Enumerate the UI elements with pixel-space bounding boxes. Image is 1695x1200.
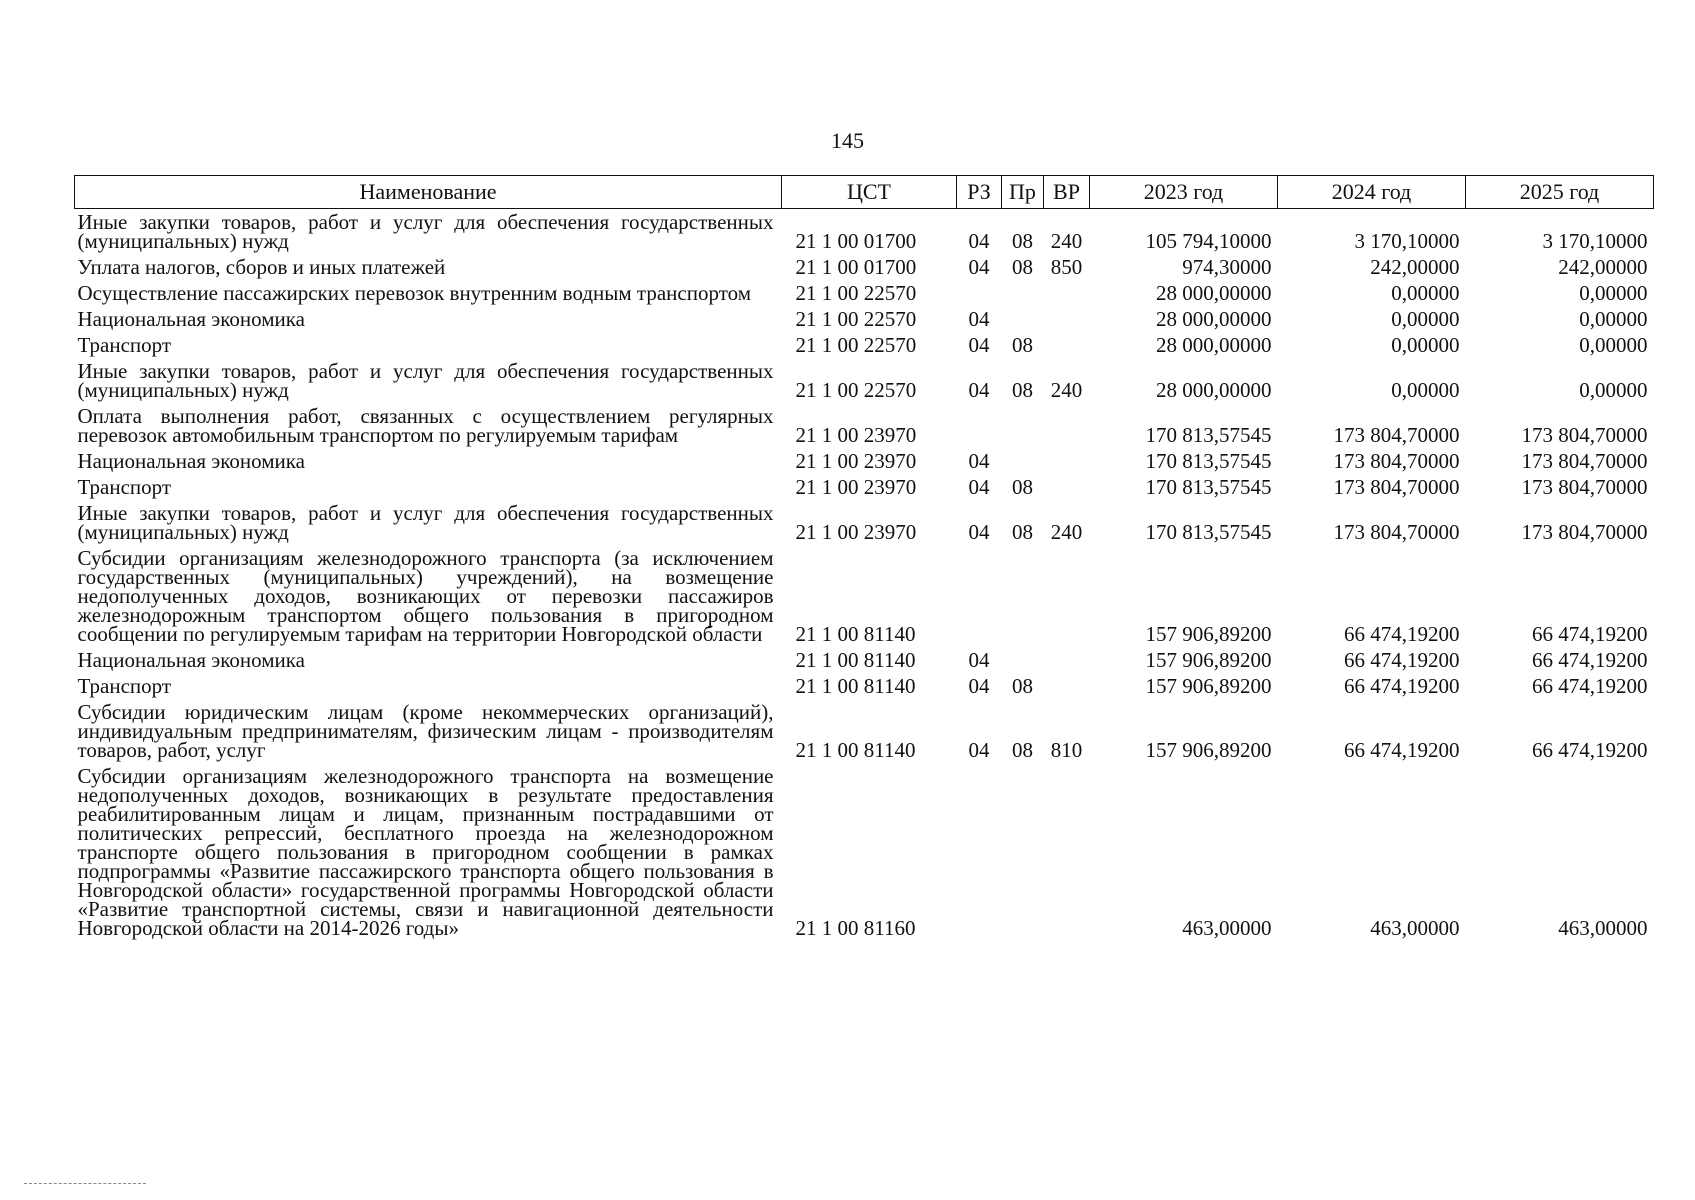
cell-y2023: 974,30000 (1182, 255, 1272, 279)
table-row (75, 763, 1654, 941)
cell-name: Национальная экономика (77, 307, 305, 331)
cell-y2023: 157 906,89200 (1145, 622, 1272, 646)
cell-vr (1044, 280, 1090, 306)
cell-y2024: 0,00000 (1391, 281, 1460, 305)
cell-vr (1044, 474, 1090, 500)
cell-vr (1044, 545, 1090, 647)
table-row (75, 500, 1654, 545)
table-header (75, 176, 1654, 209)
cell-name: Транспорт (77, 674, 172, 698)
cell-vr (1044, 332, 1090, 358)
cell-cst: 21 1 00 22570 (795, 333, 917, 357)
cell-y2024: 0,00000 (1391, 307, 1460, 331)
cell-name: Национальная экономика (77, 449, 305, 473)
cell-cst: 21 1 00 22570 (795, 378, 917, 402)
header-pr: Пр (1002, 176, 1044, 209)
table-row (75, 403, 1654, 448)
table-row (75, 358, 1654, 403)
cell-pr: 08 (1012, 738, 1033, 762)
cell-vr (1044, 647, 1090, 673)
cell-y2024: 66 474,19200 (1344, 622, 1460, 646)
cell-y2025: 173 804,70000 (1521, 520, 1648, 544)
header-rz: РЗ (957, 176, 1002, 209)
cell-name: Субсидии организациям железнодорожного транспорта на возмещение недополученных доходов, возникающих в результате предоставления реабилитированным лицам и лицам, признанным пострадавшими от политических репрессий, бесплатного проезда на железнодорожном транспорте общего пользования в пригородном сообщении в рамках подпрограммы «Развитие пассажирского транспорта общего пользования в Новгородской области» государственной программы Новгородской области «Развитие транспортной системы, связи и навигационной деятельности Новгородской области на 2014-2026 годы» (77, 764, 774, 940)
cell-pr: 08 (1012, 333, 1033, 357)
cell-cst: 21 1 00 81140 (795, 648, 916, 672)
cell-pr (1002, 448, 1044, 474)
cell-pr (1002, 280, 1044, 306)
cell-y2023: 157 906,89200 (1145, 674, 1272, 698)
page-number: 145 (831, 128, 864, 153)
cell-y2023: 28 000,00000 (1156, 333, 1272, 357)
table-row (75, 280, 1654, 306)
cell-y2025: 0,00000 (1579, 333, 1648, 357)
header-2024: 2024 год (1278, 176, 1466, 209)
header-vr: ВР (1044, 176, 1090, 209)
cell-vr (1044, 403, 1090, 448)
cell-vr: 240 (1050, 229, 1083, 253)
cell-y2025: 3 170,10000 (1542, 229, 1648, 253)
cell-vr (1044, 763, 1090, 941)
cell-y2024: 173 804,70000 (1333, 475, 1460, 499)
cell-rz (957, 280, 1002, 306)
budget-table (74, 175, 1654, 941)
cell-y2024: 173 804,70000 (1333, 449, 1460, 473)
cell-name: Субсидии юридическим лицам (кроме некоммерческих организаций), индивидуальным предпринимателям, физическим лицам - производителям товаров, работ, услуг (77, 700, 774, 762)
cell-y2024: 0,00000 (1391, 333, 1460, 357)
cell-vr (1044, 673, 1090, 699)
cell-vr: 240 (1050, 378, 1083, 402)
footer-rule (24, 1183, 146, 1184)
cell-rz (957, 545, 1002, 647)
cell-cst: 21 1 00 22570 (795, 307, 917, 331)
cell-y2025: 66 474,19200 (1532, 648, 1648, 672)
cell-pr (1002, 403, 1044, 448)
cell-vr: 240 (1050, 520, 1083, 544)
cell-rz: 04 (968, 307, 990, 331)
cell-y2023: 170 813,57545 (1145, 449, 1272, 473)
cell-rz: 04 (968, 475, 990, 499)
header-2025: 2025 год (1466, 176, 1654, 209)
cell-rz (957, 403, 1002, 448)
cell-y2025: 463,00000 (1558, 916, 1648, 940)
cell-name: Транспорт (77, 475, 172, 499)
cell-name: Иные закупки товаров, работ и услуг для обеспечения государственных (муниципальных) нужд (77, 359, 774, 402)
table-row (75, 545, 1654, 647)
table-row (75, 474, 1654, 500)
cell-cst: 21 1 00 23970 (795, 423, 917, 447)
cell-cst: 21 1 00 01700 (795, 229, 917, 253)
cell-y2024: 3 170,10000 (1354, 229, 1460, 253)
cell-name: Транспорт (77, 333, 172, 357)
cell-pr: 08 (1012, 475, 1033, 499)
cell-cst: 21 1 00 81140 (795, 674, 916, 698)
cell-y2025: 66 474,19200 (1532, 674, 1648, 698)
table-row (75, 647, 1654, 673)
cell-y2024: 173 804,70000 (1333, 423, 1460, 447)
cell-rz: 04 (968, 229, 990, 253)
cell-y2023: 157 906,89200 (1145, 648, 1272, 672)
cell-pr: 08 (1012, 378, 1033, 402)
cell-rz: 04 (968, 255, 990, 279)
header-cst: ЦСТ (782, 176, 957, 209)
cell-vr: 810 (1050, 738, 1083, 762)
cell-y2024: 66 474,19200 (1344, 648, 1460, 672)
cell-rz: 04 (968, 648, 990, 672)
cell-cst: 21 1 00 23970 (795, 475, 917, 499)
cell-y2023: 170 813,57545 (1145, 423, 1272, 447)
cell-pr: 08 (1012, 255, 1033, 279)
cell-y2023: 157 906,89200 (1145, 738, 1272, 762)
table-row (75, 448, 1654, 474)
cell-cst: 21 1 00 22570 (795, 281, 917, 305)
cell-y2025: 0,00000 (1579, 378, 1648, 402)
cell-pr: 08 (1012, 520, 1033, 544)
cell-name: Иные закупки товаров, работ и услуг для обеспечения государственных (муниципальных) нужд (77, 501, 774, 544)
cell-y2023: 28 000,00000 (1156, 307, 1272, 331)
cell-y2025: 173 804,70000 (1521, 449, 1648, 473)
cell-y2023: 170 813,57545 (1145, 475, 1272, 499)
cell-pr (1002, 545, 1044, 647)
cell-cst: 21 1 00 01700 (795, 255, 917, 279)
cell-rz: 04 (968, 520, 990, 544)
header-name: Наименование (75, 176, 782, 209)
cell-pr (1002, 647, 1044, 673)
cell-y2024: 66 474,19200 (1344, 738, 1460, 762)
cell-rz: 04 (968, 449, 990, 473)
table-row (75, 209, 1654, 255)
cell-rz: 04 (968, 333, 990, 357)
cell-y2025: 66 474,19200 (1532, 738, 1648, 762)
cell-cst: 21 1 00 23970 (795, 449, 917, 473)
cell-pr: 08 (1012, 229, 1033, 253)
cell-name: Осуществление пассажирских перевозок внутренним водным транспортом (77, 281, 751, 305)
cell-name: Национальная экономика (77, 648, 305, 672)
cell-y2024: 242,00000 (1370, 255, 1460, 279)
cell-y2025: 0,00000 (1579, 281, 1648, 305)
cell-y2025: 242,00000 (1558, 255, 1648, 279)
cell-name: Уплата налогов, сборов и иных платежей (77, 255, 446, 279)
cell-rz: 04 (968, 674, 990, 698)
table-body (75, 209, 1654, 942)
cell-pr (1002, 763, 1044, 941)
cell-y2023: 170 813,57545 (1145, 520, 1272, 544)
cell-y2025: 0,00000 (1579, 307, 1648, 331)
cell-y2025: 173 804,70000 (1521, 475, 1648, 499)
cell-cst: 21 1 00 81140 (795, 738, 916, 762)
cell-y2023: 28 000,00000 (1156, 281, 1272, 305)
cell-rz (957, 763, 1002, 941)
cell-pr (1002, 306, 1044, 332)
cell-vr (1044, 448, 1090, 474)
cell-vr: 850 (1050, 255, 1083, 279)
cell-rz: 04 (968, 378, 990, 402)
cell-rz: 04 (968, 738, 990, 762)
cell-y2024: 66 474,19200 (1344, 674, 1460, 698)
table-row (75, 254, 1654, 280)
table-row (75, 699, 1654, 763)
cell-y2025: 173 804,70000 (1521, 423, 1648, 447)
cell-y2023: 28 000,00000 (1156, 378, 1272, 402)
cell-name: Иные закупки товаров, работ и услуг для обеспечения государственных (муниципальных) нужд (77, 210, 774, 253)
header-2023: 2023 год (1090, 176, 1278, 209)
cell-name: Оплата выполнения работ, связанных с осуществлением регулярных перевозок автомобильным транспортом по регулируемым тарифам (77, 404, 774, 447)
cell-y2025: 66 474,19200 (1532, 622, 1648, 646)
cell-y2024: 463,00000 (1370, 916, 1460, 940)
table-row (75, 306, 1654, 332)
cell-y2023: 105 794,10000 (1145, 229, 1272, 253)
cell-y2024: 173 804,70000 (1333, 520, 1460, 544)
cell-y2023: 463,00000 (1182, 916, 1272, 940)
cell-y2024: 0,00000 (1391, 378, 1460, 402)
cell-cst: 21 1 00 81140 (795, 622, 916, 646)
cell-name: Субсидии организациям железнодорожного транспорта (за исключением государственных (муниципальных) учреждений), на возмещение недополученных доходов, возникающих от перевозки пассажиров железнодорожным транспортом общего пользования в пригородном сообщении по регулируемым тарифам на территории Новгородской области (77, 546, 774, 646)
cell-pr: 08 (1012, 674, 1033, 698)
cell-vr (1044, 306, 1090, 332)
cell-cst: 21 1 00 23970 (795, 520, 917, 544)
table-row (75, 332, 1654, 358)
table-row (75, 673, 1654, 699)
cell-cst: 21 1 00 81160 (795, 916, 916, 940)
